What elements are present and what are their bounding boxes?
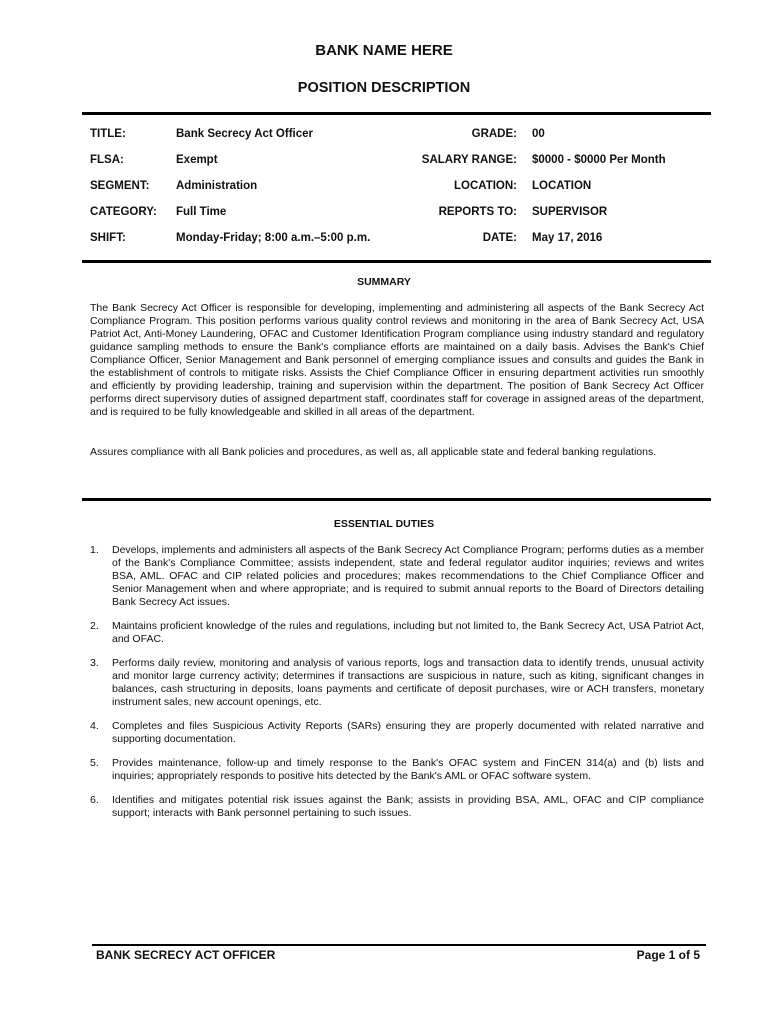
- page-number: Page 1 of 5: [636, 948, 700, 962]
- info-right-label: REPORTS TO:: [438, 206, 517, 218]
- item-number: 4.: [90, 720, 99, 732]
- info-row-title: [90, 128, 710, 154]
- divider: [82, 498, 711, 501]
- summary-heading: SUMMARY: [357, 276, 411, 288]
- item-number: 6.: [90, 794, 99, 806]
- info-label: SHIFT:: [90, 232, 126, 244]
- item-text: Identifies and mitigates potential risk issues against the Bank; assists in providing BSA, AML, OFAC and CIP compliance support; interacts with Bank personnel pertaining to such issues.: [112, 794, 704, 819]
- info-value: Bank Secrecy Act Officer: [176, 128, 314, 140]
- info-right-label: LOCATION:: [453, 180, 517, 192]
- summary-paragraph-2: Assures compliance with all Bank policies and procedures, as well as, all applicable state and federal banking regulations.: [90, 446, 657, 458]
- info-value: Monday-Friday; 8:00 a.m.–5:00 p.m.: [176, 232, 371, 244]
- info-value: Full Time: [176, 206, 227, 218]
- item-text: Completes and files Suspicious Activity Reports (SARs) ensuring they are properly documented with related narrative and supporting documentation.: [112, 720, 704, 745]
- info-right-value: SUPERVISOR: [532, 206, 608, 218]
- info-label: TITLE:: [90, 128, 126, 140]
- item-number: 3.: [90, 657, 99, 669]
- divider: [82, 112, 711, 115]
- bank-name: BANK NAME HERE: [315, 42, 453, 59]
- info-label: CATEGORY:: [90, 206, 157, 218]
- info-value: Administration: [176, 180, 258, 192]
- summary-paragraph: The Bank Secrecy Act Officer is responsible for developing, implementing and administering all aspects of the Bank Secrecy Act Compliance Program. This position performs various quality control reviews and monitoring in the area of Bank Secrecy Act, USA Patriot Act, Anti-Money Laundering, OFAC and Customer Identification Program compliance using industry standard and regulatory guidance sampling methods to ensure the Bank's compliance efforts are maintained on a daily basis. Advises the Bank's Chief Compliance Officer, Senior Management and Bank personnel of emerging compliance issues and consults and guides the Bank in the establishment of controls to mitigate risks. Assists the Chief Compliance Officer in ensuring department activities run smoothly and efficiently by providing leadership, training and supervision within the department. The position of Bank Secrecy Act Officer performs direct supervisory duties of assigned department staff, coordinates staff for coverage in assigned areas of the department, and is required to be fully knowledgeable and skilled in all areas of the department.: [90, 302, 704, 418]
- list-item: [90, 657, 704, 709]
- document-title: POSITION DESCRIPTION: [297, 80, 471, 96]
- footer-title: BANK SECRECY ACT OFFICER: [96, 948, 276, 962]
- info-right-label: GRADE:: [471, 128, 517, 140]
- info-row-segment: [90, 180, 710, 206]
- info-right-value: LOCATION: [532, 180, 592, 192]
- info-right-value: May 17, 2016: [532, 232, 603, 244]
- info-row-shift: [90, 232, 710, 258]
- list-item: [90, 757, 704, 783]
- info-right-label: DATE:: [482, 232, 517, 244]
- footer-divider: [92, 944, 706, 946]
- item-text: Provides maintenance, follow-up and timely response to the Bank's OFAC system and FinCEN 314(a) and (b) lists and inquiries; appropriately responds to positive hits detected by the Bank's AML or OFAC software system.: [112, 757, 704, 782]
- list-item: [90, 544, 704, 609]
- info-value: Exempt: [176, 154, 218, 166]
- info-row-category: [90, 206, 710, 232]
- item-number: 5.: [90, 757, 99, 769]
- info-right-value: 00: [532, 128, 545, 140]
- info-label: SEGMENT:: [90, 180, 150, 192]
- list-item: [90, 794, 704, 820]
- list-item: [90, 620, 704, 646]
- item-text: Develops, implements and administers all aspects of the Bank Secrecy Act Compliance Program; performs duties as a member of the Bank's Compliance Committee; assists independent, state and federal regulator auditor inquiries; reviews and writes BSA, AML. OFAC and CIP related policies and procedures; makes recommendations to the Chief Compliance Officer and Senior Management when and where appropriate; and is required to submit annual reports to the Board of Directors detailing Bank Secrecy Act issues.: [112, 544, 704, 608]
- list-item: [90, 720, 704, 746]
- divider: [82, 260, 711, 263]
- info-right-label: SALARY RANGE:: [421, 154, 517, 166]
- info-label: FLSA:: [90, 154, 124, 166]
- item-number: 1.: [90, 544, 99, 556]
- info-right-value: $0000 - $0000 Per Month: [532, 154, 666, 166]
- item-number: 2.: [90, 620, 99, 632]
- item-text: Performs daily review, monitoring and analysis of various reports, logs and transaction data to identify trends, unusual activity and monitor large currency activity; determines if transactions are suspicious in nature, such as kiting, significant changes in balances, cash structuring in deposits, loans payments and certificate of deposit purchases, wire or ACH transfers, monetary instrument sales, new account openings, etc.: [112, 657, 704, 708]
- duties-heading: ESSENTIAL DUTIES: [333, 518, 435, 530]
- item-text: Maintains proficient knowledge of the rules and regulations, including but not limited to, the Bank Secrecy Act, USA Patriot Act, and OFAC.: [112, 620, 704, 645]
- position-info-table: [90, 128, 710, 258]
- duties-list: [90, 544, 704, 831]
- info-row-flsa: [90, 154, 710, 180]
